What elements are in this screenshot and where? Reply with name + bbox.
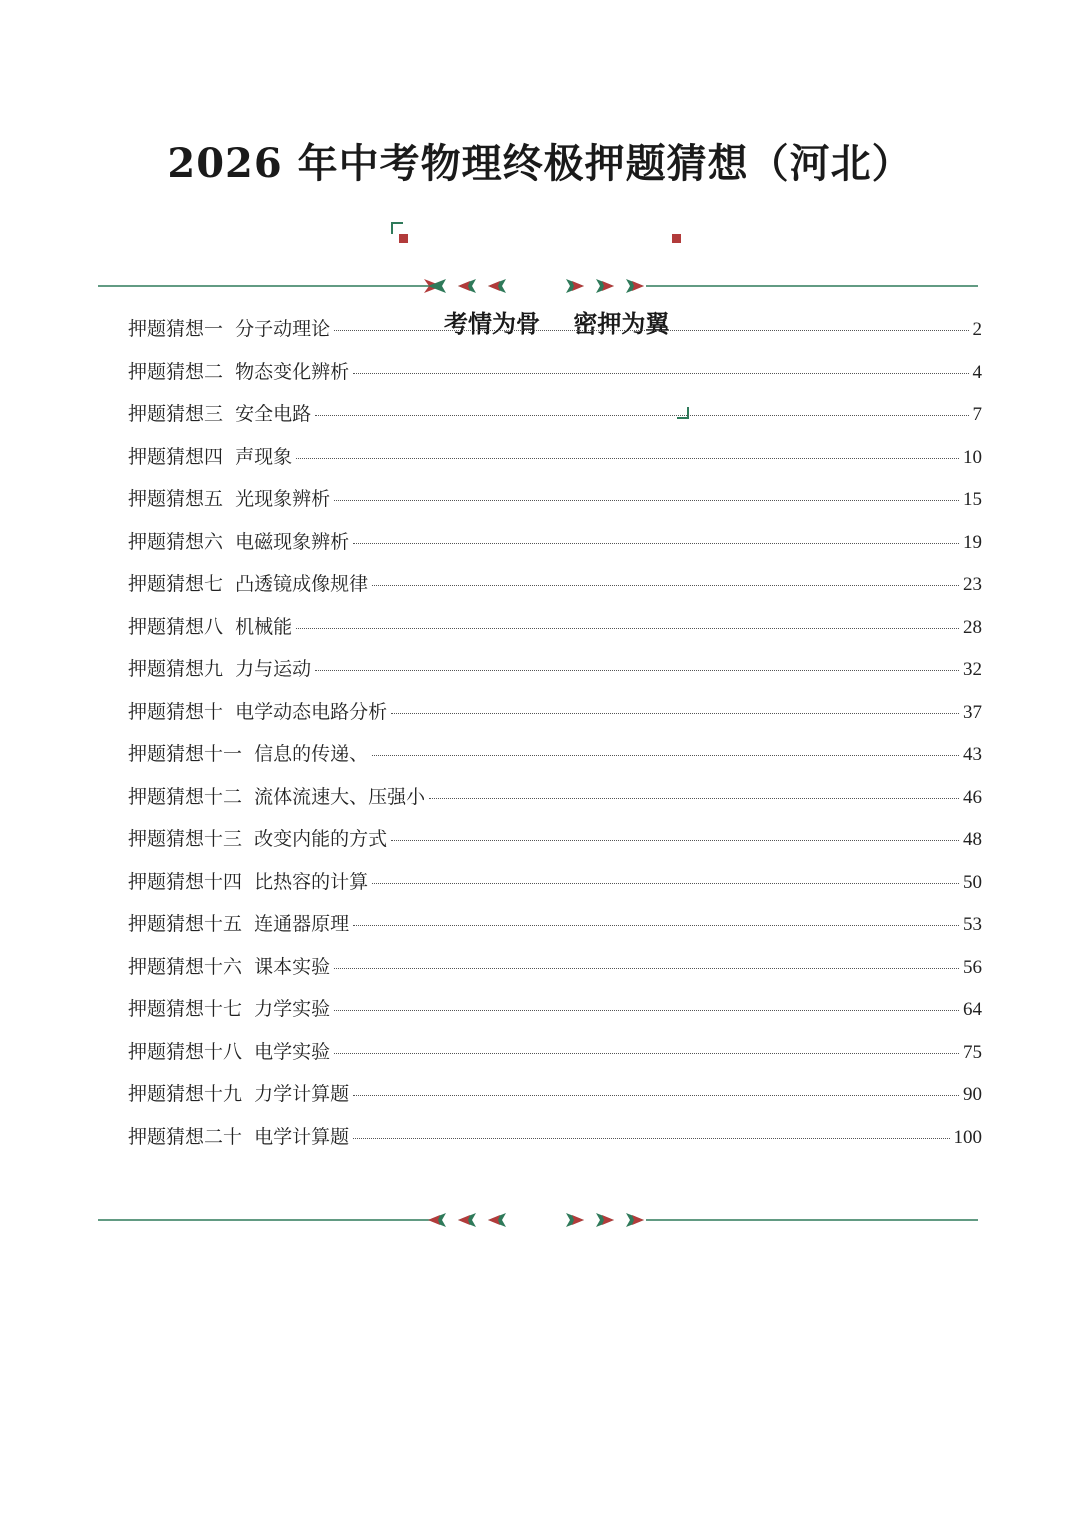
toc-leader-dots <box>353 543 959 544</box>
toc-leader-dots <box>372 755 959 756</box>
toc-entry[interactable] <box>128 436 982 479</box>
toc-entry-label: 押题猜想十二 流体流速大、压强小 <box>128 785 426 808</box>
toc-entry[interactable] <box>128 818 982 861</box>
toc-entry[interactable] <box>128 351 982 394</box>
toc-leader-dots <box>429 798 959 799</box>
toc-entry-label: 押题猜想十九 力学计算题 <box>128 1083 350 1105</box>
toc-entry-page: 56 <box>963 956 982 978</box>
toc-entry[interactable] <box>128 1116 982 1159</box>
toc-entry-label: 押题猜想二 物态变化辨析 <box>128 360 350 383</box>
toc-entry-page: 48 <box>963 829 982 850</box>
toc-leader-dots <box>353 1095 959 1096</box>
table-of-contents <box>128 308 982 1158</box>
toc-entry[interactable] <box>128 691 982 734</box>
page-title: 2026 年中考物理终极押题猜想（河北） <box>167 140 913 187</box>
toc-entry-page: 100 <box>953 1126 982 1148</box>
toc-entry-page: 32 <box>963 659 982 680</box>
toc-entry-page: 15 <box>963 489 982 510</box>
toc-leader-dots <box>334 330 968 331</box>
toc-entry-label: 押题猜想七 凸透镜成像规律 <box>128 573 369 595</box>
toc-entry[interactable] <box>128 393 982 436</box>
toc-entry-page: 50 <box>963 871 982 893</box>
toc-entry-page: 10 <box>963 446 982 468</box>
toc-entry-page: 7 <box>972 404 982 425</box>
toc-entry[interactable] <box>128 988 982 1031</box>
toc-leader-dots <box>334 1010 959 1011</box>
toc-entry[interactable] <box>128 563 982 606</box>
toc-leader-dots <box>296 458 959 459</box>
toc-entry[interactable] <box>128 606 982 649</box>
square-marker-icon <box>672 234 681 243</box>
toc-entry-label: 押题猜想十五 连通器原理 <box>128 913 350 935</box>
toc-entry-page: 64 <box>963 999 982 1020</box>
toc-entry[interactable] <box>128 478 982 521</box>
toc-leader-dots <box>353 1138 949 1139</box>
toc-entry[interactable] <box>128 861 982 904</box>
toc-entry[interactable] <box>128 1031 982 1074</box>
toc-entry[interactable] <box>128 946 982 989</box>
toc-entry-label: 押题猜想十 电学动态电路分析 <box>128 700 388 723</box>
toc-entry-page: 75 <box>963 1041 982 1063</box>
toc-entry-label: 押题猜想十八 电学实验 <box>128 1040 331 1063</box>
toc-entry-label: 押题猜想一 分子动理论 <box>128 318 331 340</box>
toc-leader-dots <box>391 713 959 714</box>
toc-entry-page: 23 <box>963 574 982 595</box>
toc-entry-label: 押题猜想三 安全电路 <box>128 403 312 425</box>
right-arrows-icon <box>566 279 644 293</box>
toc-entry-page: 19 <box>963 531 982 553</box>
bracket-decoration-icon <box>391 222 403 234</box>
toc-entry-label: 押题猜想十七 力学实验 <box>128 998 331 1020</box>
toc-entry[interactable] <box>128 1073 982 1116</box>
toc-leader-dots <box>334 500 959 501</box>
toc-leader-dots <box>391 840 959 841</box>
toc-entry[interactable] <box>128 521 982 564</box>
toc-entry[interactable] <box>128 648 982 691</box>
toc-entry-label: 押题猜想八 机械能 <box>128 615 293 638</box>
toc-entry[interactable] <box>128 733 982 776</box>
toc-leader-dots <box>372 585 959 586</box>
toc-entry-page: 2 <box>972 319 982 340</box>
toc-entry-label: 押题猜想十六 课本实验 <box>128 955 331 978</box>
divider-bottom <box>98 1210 978 1230</box>
toc-entry-label: 押题猜想十四 比热容的计算 <box>128 870 369 893</box>
toc-entry-page: 90 <box>963 1084 982 1105</box>
toc-leader-dots <box>315 670 959 671</box>
subtitle-text: 考情为骨 密押为翼 <box>444 310 670 338</box>
toc-entry-label: 押题猜想二十 电学计算题 <box>128 1125 350 1148</box>
toc-leader-dots <box>334 968 959 969</box>
toc-leader-dots <box>296 628 959 629</box>
toc-entry-page: 28 <box>963 616 982 638</box>
right-arrows-icon <box>566 1213 644 1227</box>
toc-entry[interactable] <box>128 308 982 351</box>
toc-entry-label: 押题猜想四 声现象 <box>128 445 293 468</box>
toc-entry-page: 53 <box>963 914 982 935</box>
toc-leader-dots <box>334 1053 959 1054</box>
toc-entry-label: 押题猜想五 光现象辨析 <box>128 488 331 510</box>
toc-entry-page: 37 <box>963 701 982 723</box>
left-arrows-icon <box>428 1213 506 1227</box>
toc-entry-label: 押题猜想六 电磁现象辨析 <box>128 530 350 553</box>
square-marker-icon <box>399 234 408 243</box>
toc-entry[interactable] <box>128 903 982 946</box>
toc-entry-page: 4 <box>972 361 982 383</box>
toc-entry-label: 押题猜想十三 改变内能的方式 <box>128 828 388 850</box>
toc-leader-dots <box>353 373 968 374</box>
toc-leader-dots <box>353 925 959 926</box>
divider-top <box>98 276 978 296</box>
toc-entry-label: 押题猜想九 力与运动 <box>128 658 312 680</box>
toc-entry-page: 43 <box>963 744 982 765</box>
left-arrows-icon <box>424 279 506 293</box>
toc-entry[interactable] <box>128 776 982 819</box>
toc-leader-dots <box>315 415 968 416</box>
toc-entry-label: 押题猜想十一 信息的传递、 <box>128 743 369 765</box>
toc-leader-dots <box>372 883 959 884</box>
toc-entry-page: 46 <box>963 786 982 808</box>
